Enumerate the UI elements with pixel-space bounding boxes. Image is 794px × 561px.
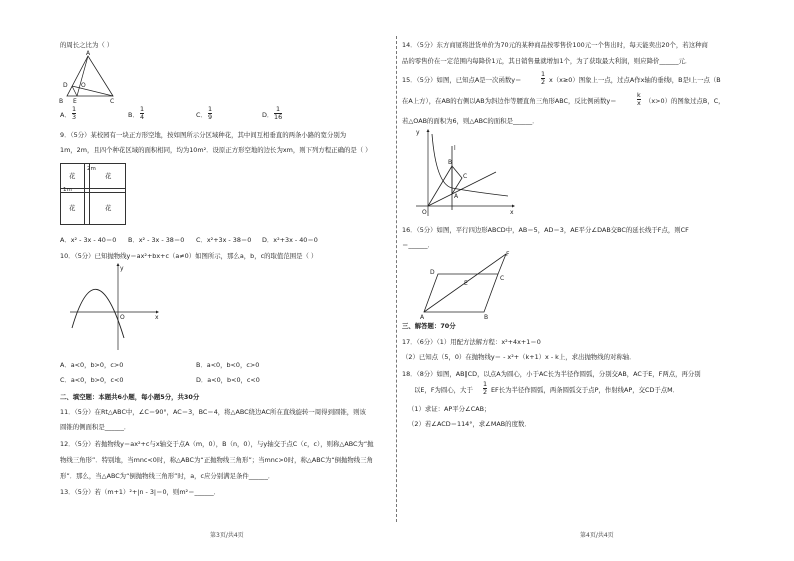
question-9-line-2: 1m，2m，且四个种花区域的面积相同，均为10m²．设原正方形空地的边长为xm，则下列方程正确的是（ ）	[60, 146, 372, 154]
question-18-sub-1: （1）求证：AP平分∠CAB；	[408, 405, 491, 413]
q9-option-c: C．x²+3x - 38＝0	[196, 236, 252, 244]
label-a-2: A	[420, 314, 425, 321]
option-b: B．	[128, 111, 139, 119]
option-a: A．	[60, 111, 71, 119]
grid-flower-2: 花	[105, 172, 112, 180]
point-b-label: B	[448, 159, 453, 166]
label-e-2: E	[464, 280, 468, 287]
parallelogram-figure	[420, 250, 520, 321]
question-15-line-2b: （x>0）的图象过点B，C，	[645, 97, 725, 105]
q10-option-b: B．a<0，b<0，c>0	[196, 361, 260, 369]
section-2-heading: 二、填空题：本题共6小题，每小题5分，共30分	[60, 393, 200, 401]
question-14-line-1: 14．（5分）东方商厦将进货单价为70元的某种商品按零售价100元一个售出时，每天能卖出20个，若这种商	[402, 41, 708, 49]
label-f: F	[506, 251, 510, 258]
label-o: O	[81, 82, 86, 89]
axis-y-label-2: y	[416, 129, 420, 136]
question-intro: 的周长之比为（ ）	[60, 41, 114, 49]
question-18-line-1: 18．（8分）如图，AB∥CD，以点A为圆心，小于AC长为半径作圆弧，分别交AB，AC于E，F两点，再分别	[402, 370, 701, 378]
question-16-line-1: 16．（5分）如图，平行四边形ABCD中，AB＝5，AD＝3，AE平分∠DAB交BC的延长线于F点，则CF	[402, 226, 689, 234]
parabola-graph	[70, 262, 160, 352]
axis-y-label: y	[120, 265, 124, 272]
grid-path-2m: 2m	[87, 166, 96, 172]
label-b: B	[59, 98, 64, 105]
question-17-part-2: （2）已知点（5，0）在抛物线y＝ - x²+（k+1）x - k上，求出抛物线的对称轴．	[402, 353, 636, 361]
option-c-fraction: $\frac{1}{9}$	[208, 105, 213, 121]
q10-option-a: A．a<0，b>0，c>0	[60, 361, 124, 369]
question-15-line-1b: x（x≥0）图象上一点，过点A作x轴的垂线l，B是l上一点（B	[549, 76, 721, 84]
question-9-line-1: 9．（5分）某校园有一块正方形空地，按如图所示分区域种花，其中间互相垂直的两条小路的宽分别为	[60, 131, 347, 139]
question-12-line-1: 12．（5分）若抛物线y＝ax²+c与x轴交于点A（m，0），B（n，0），与y轴交于点C（c，c），则称△ABC为“抛	[60, 440, 374, 448]
function-graph	[412, 126, 516, 218]
axis-x-label-2: x	[510, 209, 514, 216]
grid-flower-3: 花	[69, 204, 76, 212]
label-d-2: D	[430, 269, 435, 276]
question-12-line-3: 形”．那么，当△ABC为“倒抛物线三角形”时，a，c应分别满足条件______．	[60, 472, 275, 480]
label-d: D	[63, 82, 68, 89]
q10-option-d: D．a<0，b<0，c<0	[196, 376, 260, 384]
option-d-fraction: $\frac{1}{16}$	[274, 105, 283, 121]
question-12-line-2: 物线三角形”．特别地，当mnc<0时，称△ABC为“正抛物线三角形”；当mnc>0时，称△ABC为“倒抛物线三角	[60, 456, 373, 464]
q18-half-fraction: $\frac{1}{2}$	[483, 380, 488, 396]
q9-option-a: A．x² - 3x - 40＝0	[60, 236, 117, 244]
label-a: A	[86, 50, 91, 57]
question-17-part-1: 17．（6分）（1）用配方法解方程：x²+4x+1＝0	[402, 338, 541, 346]
label-c-2: C	[500, 275, 505, 282]
question-10: 10．（5分）已知抛物线y＝ax²+bx+c（a≠0）如图所示，那么a，b，c的取值范围是（ ）	[60, 252, 318, 260]
option-a-fraction: $\frac{1}{3}$	[72, 105, 77, 121]
triangle-figure	[55, 50, 125, 105]
point-a-label: A	[454, 193, 459, 200]
question-15-line-2a: 在A上方），在AB的右侧以AB为斜边作等腰直角三角形ABC，反比例函数y＝	[402, 97, 617, 105]
q10-option-c: C．a<0，b>0，c<0	[60, 376, 124, 384]
option-b-fraction: $\frac{1}{4}$	[140, 105, 145, 121]
option-c: C．	[196, 111, 207, 119]
question-15-line-3: 若△OAB的面积为6，则△ABC的面积是______．	[402, 117, 539, 125]
grid-flower-1: 花	[69, 172, 76, 180]
line-l-label: l	[454, 145, 456, 152]
q9-option-b: B．x² - 3x - 38＝0	[128, 236, 185, 244]
question-16-line-2: ＝______．	[402, 241, 434, 249]
q15-k-fraction: $\frac{k}{x}$	[637, 91, 641, 107]
grid-path-1m: 1m	[63, 187, 72, 193]
q9-option-d: D．x²+3x - 40＝0	[262, 236, 318, 244]
label-e: E	[73, 98, 77, 105]
question-18-line-2a: 以E，F为圆心，大于	[414, 386, 473, 394]
page-number-left: 第3页/共4页	[210, 532, 244, 539]
question-11-line-2: 圆锥的侧面积是______．	[60, 423, 131, 431]
option-d: D．	[262, 111, 274, 119]
question-13: 13．（5分）若（m+1）²+|n - 3|＝0，则m²＝______．	[60, 488, 221, 496]
question-11-line-1: 11．（5分）在Rt△ABC中，∠C＝90°，AC＝3，BC＝4，将△ABC绕边AC所在直线旋转一周得到圆锥，则该	[60, 408, 366, 416]
origin-label: O	[120, 314, 125, 321]
question-18-line-2b: EF长为半径作圆弧，两条圆弧交于点P，作射线AP，交CD于点M．	[491, 386, 680, 394]
label-b-2: B	[484, 314, 489, 321]
question-18-sub-2: （2）若∠ACD＝114°，求∠MAB的度数．	[408, 420, 531, 428]
q15-half-fraction: $\frac{1}{2}$	[541, 70, 546, 86]
question-15-line-1a: 15．（5分）如图，已知点A是一次函数y＝	[402, 76, 522, 84]
flower-garden-diagram	[60, 163, 126, 225]
grid-flower-4: 花	[105, 204, 112, 212]
page-number-right: 第4页/共4页	[580, 532, 614, 539]
axis-x-label: x	[155, 314, 159, 321]
label-c: C	[110, 98, 115, 105]
origin-label-2: O	[422, 209, 427, 216]
section-3-heading: 三、解答题：70分	[402, 322, 456, 330]
point-c-label: C	[463, 173, 468, 180]
question-14-line-2: 品的零售价在一定范围内每降价1元，其日销售量就增加1个，为了获取最大利润，则应降价______元．	[402, 57, 692, 65]
column-divider	[396, 36, 397, 522]
